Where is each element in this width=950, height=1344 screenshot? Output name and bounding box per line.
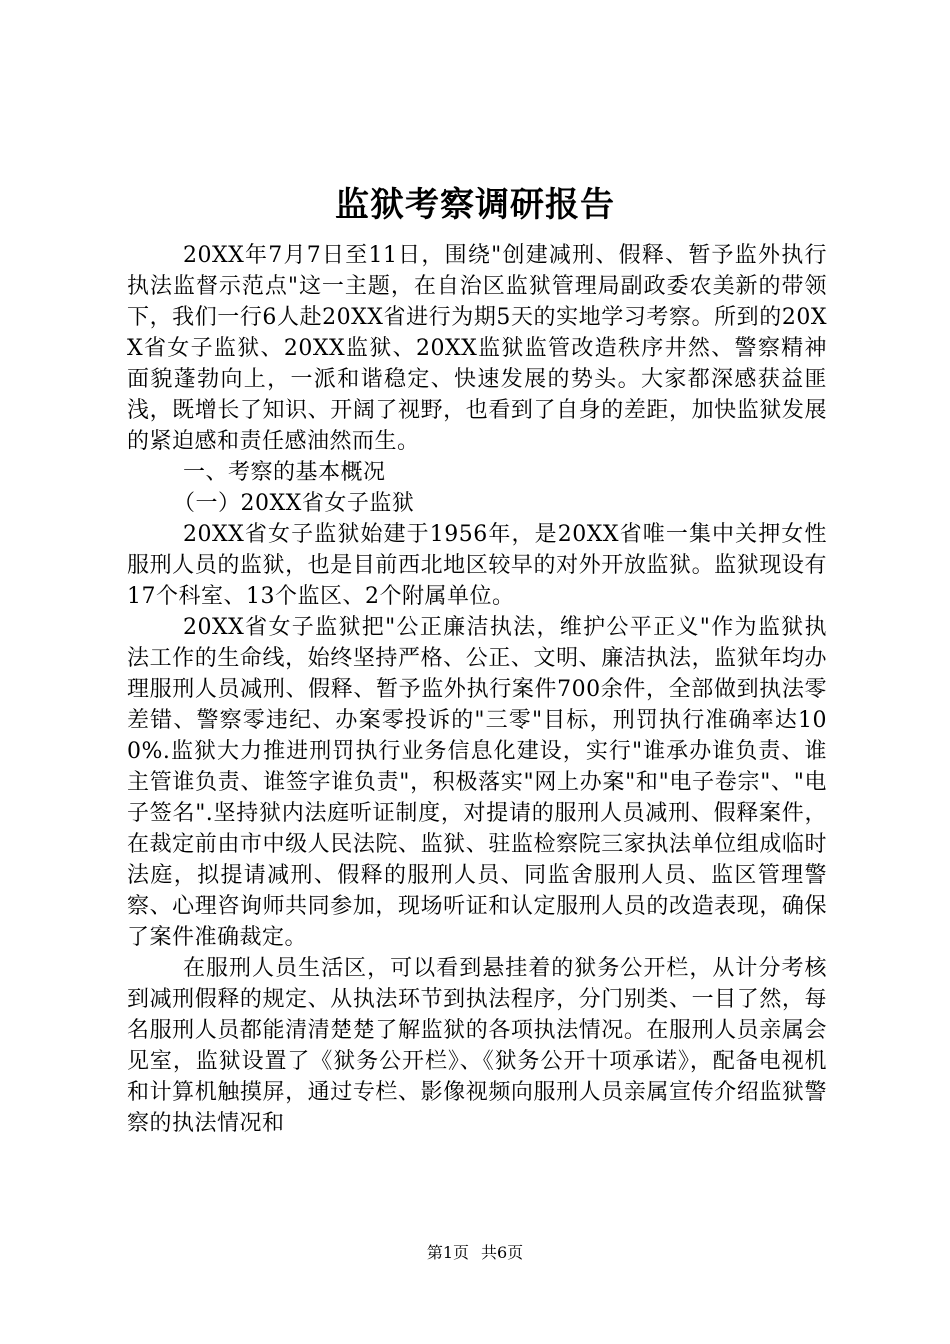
page-number: 第1页	[426, 1243, 469, 1262]
paragraph-prison-overview: 20XX省女子监狱始建于1956年，是20XX省唯一集中关押女性服刑人员的监狱，也是目前西北地区较早的对外开放监狱。监狱现设有17个科室、13个监区、2个附属单位。	[127, 522, 827, 609]
page-footer	[0, 1243, 950, 1263]
paragraph-law-enforcement: 20XX省女子监狱把"公正廉洁执法，维护公平正义"作为监狱执法工作的生命线，始终坚持严格、公正、文明、廉洁执法，监狱年均办理服刑人员减刑、假释、暂予监外执行案件700余件，全部做到执法零差错、警察零违纪、办案零投诉的"三零"目标，刑罚执行准确率达100%.监狱大力推进刑罚执行业务信息化建设，实行"谁承办谁负责、谁主管谁负责、谁签字谁负责"，积极落实"网上办案"和"电子卷宗"、"电子签名".坚持狱内法庭听证制度，对提请的服刑人员减刑、假释案件，在裁定前由市中级人民法院、监狱、驻监检察院三家执法单位组成临时法庭，拟提请减刑、假释的服刑人员、同监舍服刑人员、监区管理警察、心理咨询师共同参加，现场听证和认定服刑人员的改造表现，确保了案件准确裁定。	[127, 615, 827, 950]
subsection-heading: （一）20XX省女子监狱	[173, 491, 415, 516]
section-heading: 一、考察的基本概况	[183, 460, 386, 485]
document-title: 监狱考察调研报告	[335, 185, 615, 225]
paragraph-public-affairs: 在服刑人员生活区，可以看到悬挂着的狱务公开栏，从计分考核到减刑假释的规定、从执法环节到执法程序，分门别类、一目了然，每名服刑人员都能清清楚楚了解监狱的各项执法情况。在服刑人员亲属会见室，监狱设置了《狱务公开栏》、《狱务公开十项承诺》，配备电视机和计算机触摸屏，通过专栏、影像视频向服刑人员亲属宣传介绍监狱警察的执法情况和	[127, 956, 827, 1136]
page-total: 共6页	[481, 1243, 524, 1262]
paragraph-intro: 20XX年7月7日至11日，围绕"创建减刑、假释、暂予监外执行执法监督示范点"这一主题，在自治区监狱管理局副政委农美新的带领下，我们一行6人赴20XX省进行为期5天的实地学习考察。所到的20XX省女子监狱、20XX监狱、20XX监狱监管改造秩序井然、警察精神面貌蓬勃向上，一派和谐稳定、快速发展的势头。大家都深感获益匪浅，既增长了知识、开阔了视野，也看到了自身的差距，加快监狱发展的紧迫感和责任感油然而生。	[127, 243, 827, 454]
document-body	[127, 240, 827, 1139]
